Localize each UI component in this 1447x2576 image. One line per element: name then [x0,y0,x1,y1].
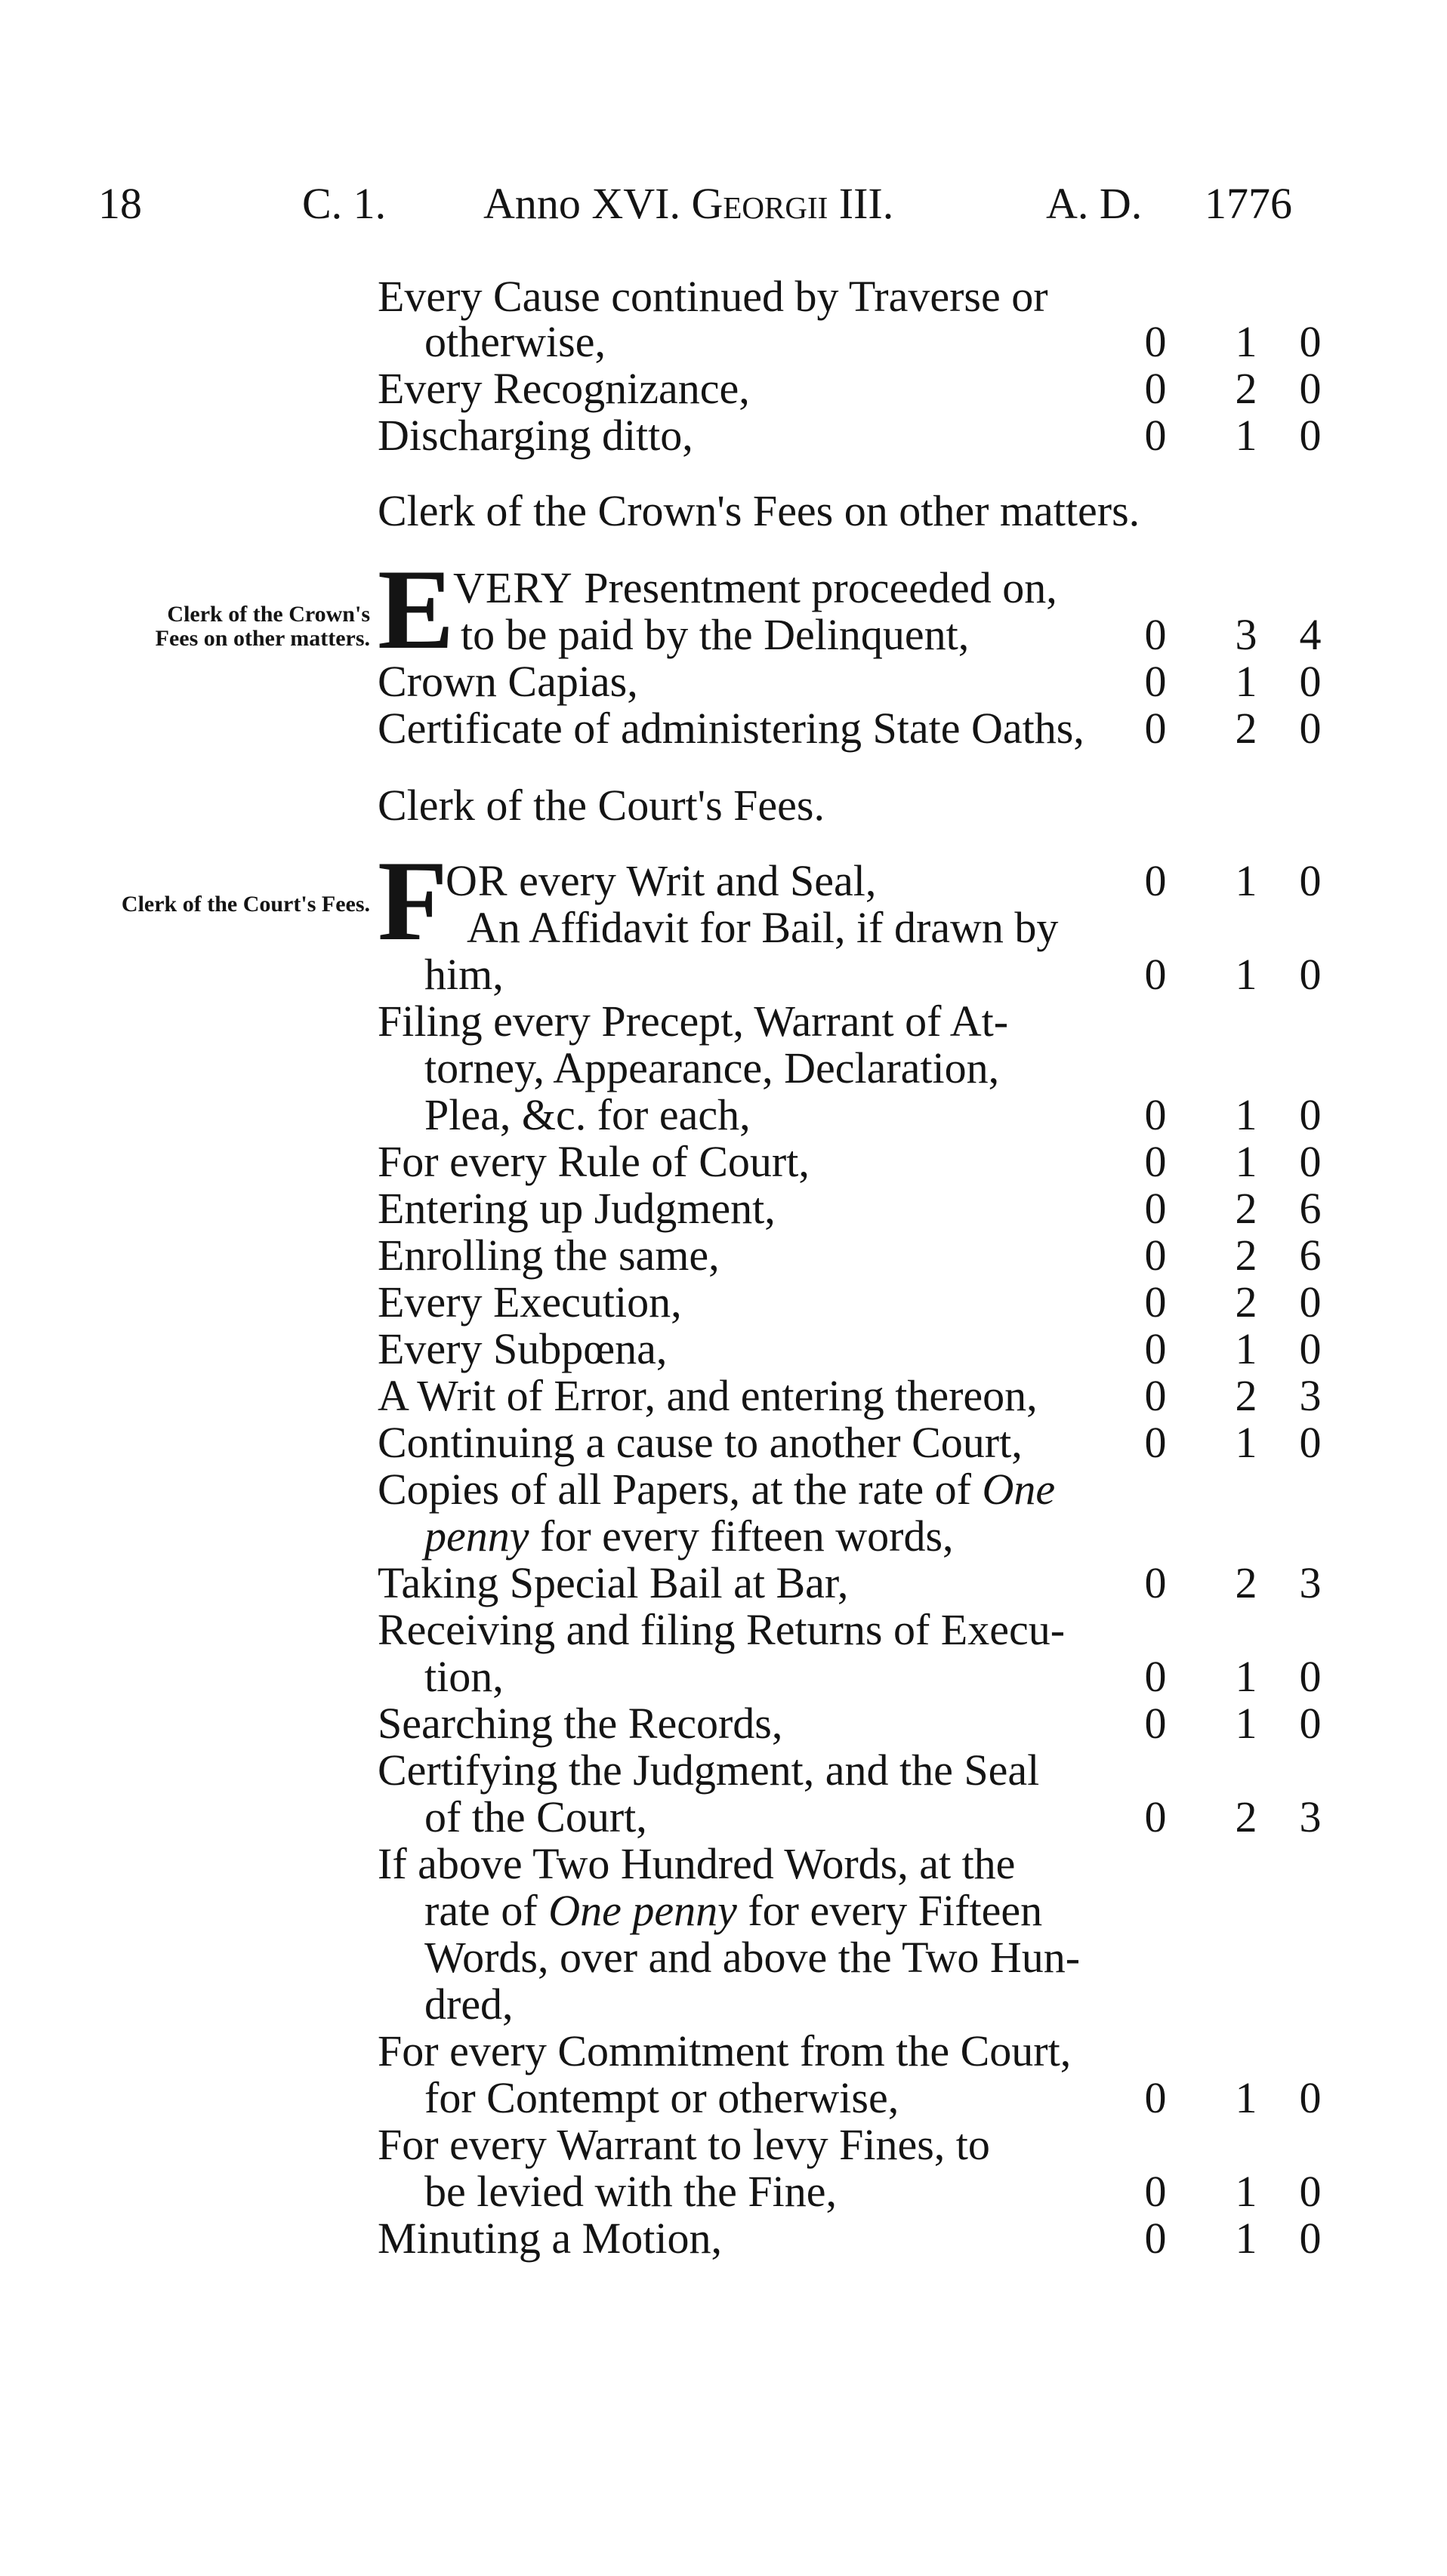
fee-line [378,1794,1329,1841]
fee-shillings: 2 [1235,1558,1257,1607]
fee-line [378,412,1329,459]
fee-pence: 0 [1299,657,1322,706]
fee-label: Words, over and above the Two Hun- [424,1933,1081,1982]
fee-line [378,1373,1329,1419]
fee-line [378,1700,1329,1747]
fee-pence: 0 [1299,704,1322,753]
fee-shillings: 1 [1235,1090,1257,1139]
fee-shillings: 1 [1235,1418,1257,1467]
fee-line [378,2122,1329,2168]
fee-line [378,273,1329,320]
fee-pence: 6 [1299,1184,1322,1233]
fee-label: A Writ of Error, and entering thereon, [378,1371,1038,1420]
fee-pounds: 0 [1144,1324,1167,1373]
fee-pounds: 0 [1144,610,1167,659]
fee-pence: 0 [1299,1699,1322,1748]
fee-pounds: 0 [1144,1277,1167,1327]
fee-pounds: 0 [1144,1558,1167,1607]
fee-pounds: 0 [1144,1184,1167,1233]
fee-pounds: 0 [1144,1090,1167,1139]
fee-label-italic: One penny [548,1886,737,1935]
fee-label: of the Court, [424,1792,647,1841]
fee-pence: 0 [1299,1652,1322,1701]
fee-label: Every Subpœna, [378,1324,668,1373]
fee-shillings: 1 [1235,856,1257,905]
fee-shillings: 1 [1235,411,1257,460]
fee-label: to be paid by the Delinquent, [461,610,970,659]
fee-shillings: 3 [1235,610,1257,659]
fee-line [378,365,1329,412]
first-word: VERY [453,563,573,612]
fee-pence: 0 [1299,1418,1322,1467]
fee-shillings: 2 [1235,1371,1257,1420]
fee-label: For every Commitment from the Court, [378,2026,1072,2075]
fee-label: Filing every Precept, Warrant of At- [378,997,1009,1046]
drop-cap-f: F [378,837,448,964]
fee-pence: 0 [1299,2214,1322,2263]
fee-shillings: 2 [1235,704,1257,753]
margin-note-court-fees: Clerk of the Court's Fees. [121,892,370,917]
fee-pounds: 0 [1144,411,1167,460]
fee-line [378,1841,1329,1887]
fee-pounds: 0 [1144,856,1167,905]
fee-line [378,2075,1329,2122]
fee-label: him, [424,950,504,999]
fee-line [378,1466,1329,1513]
fee-shillings: 1 [1235,1699,1257,1748]
fee-pence: 0 [1299,1090,1322,1139]
title-iii: III. [838,179,894,228]
fee-line [378,1934,1329,1981]
chapter-label: C. 1. [302,179,387,228]
fee-line [378,658,1329,705]
fee-line [378,1560,1329,1607]
section-heading-court-fees: Clerk of the Court's Fees. [378,781,825,830]
fee-line [378,1326,1329,1373]
fee-shillings: 1 [1235,657,1257,706]
fee-label: Every Execution, [378,1277,682,1327]
fee-pence: 4 [1299,610,1322,659]
fee-label: Continuing a cause to another Court, [378,1418,1023,1467]
fee-line [378,2168,1329,2215]
fee-line [378,319,1329,365]
fee-label-rest: Presentment proceeded on, [572,563,1057,612]
fee-label [446,858,876,904]
fee-shillings: 2 [1235,1277,1257,1327]
title-georgii: Georgii [691,179,828,228]
fee-line [378,951,1329,998]
fee-shillings: 2 [1235,1184,1257,1233]
fee-line [378,858,1329,904]
fee-line [378,1139,1329,1185]
fee-line [378,612,1329,658]
fee-label-part: for every fifteen words, [529,1511,954,1561]
fee-label: for Contempt or otherwise, [424,2073,899,2122]
year: 1776 [1205,179,1292,228]
fee-label-part: rate of [424,1886,549,1935]
fee-shillings: 1 [1235,950,1257,999]
fee-pence: 3 [1299,1792,1322,1841]
fee-label: An Affidavit for Bail, if drawn by [467,903,1059,952]
fee-pence: 0 [1299,1324,1322,1373]
fee-shillings: 1 [1235,2167,1257,2216]
fee-pounds: 0 [1144,1371,1167,1420]
fee-label: Certifying the Judgment, and the Seal [378,1746,1040,1795]
fee-label-part: for every Fifteen [736,1886,1043,1935]
fee-pence: 0 [1299,1277,1322,1327]
fee-label [424,1513,954,1560]
fee-label: Entering up Judgment, [378,1184,776,1233]
fee-label: tion, [424,1652,504,1701]
fee-label: If above Two Hundred Words, at the [378,1839,1016,1888]
fee-label [378,1466,1055,1513]
page-number: 18 [98,179,142,228]
fee-label: Crown Capias, [378,657,638,706]
fee-pounds: 0 [1144,950,1167,999]
fee-pounds: 0 [1144,1699,1167,1748]
fee-label-italic: One [982,1465,1056,1514]
fee-label: Minuting a Motion, [378,2214,722,2263]
fee-pence: 0 [1299,364,1322,413]
fee-pounds: 0 [1144,1137,1167,1186]
fee-pence: 3 [1299,1558,1322,1607]
fee-label: dred, [424,1980,514,2029]
fee-label: Enrolling the same, [378,1231,720,1280]
fee-pence: 0 [1299,317,1322,366]
fee-label: Certificate of administering State Oaths, [378,704,1084,753]
fee-pence: 6 [1299,1231,1322,1280]
fee-line [378,705,1329,752]
fee-pence: 0 [1299,2167,1322,2216]
fee-pence: 3 [1299,1371,1322,1420]
fee-pounds: 0 [1144,657,1167,706]
fee-line [378,1279,1329,1326]
fee-pence: 0 [1299,1137,1322,1186]
fee-label-part: Copies of all Papers, at the rate of [378,1465,983,1514]
first-word: OR [446,856,508,905]
drop-cap-e: E [378,546,455,673]
fee-pounds: 0 [1144,1418,1167,1467]
fee-shillings: 1 [1235,2214,1257,2263]
fee-line [378,1887,1329,1934]
fee-shillings: 1 [1235,317,1257,366]
fee-shillings: 1 [1235,1652,1257,1701]
fee-shillings: 1 [1235,1324,1257,1373]
fee-shillings: 2 [1235,364,1257,413]
fee-line [378,904,1329,951]
fee-shillings: 2 [1235,1792,1257,1841]
fee-line [378,998,1329,1045]
fee-label: Plea, &c. for each, [424,1090,751,1139]
fee-line [378,1513,1329,1560]
fee-pounds: 0 [1144,1652,1167,1701]
fee-pence: 0 [1299,411,1322,460]
anno-domini: A. D. [1046,179,1143,228]
fee-pounds: 0 [1144,2073,1167,2122]
fee-label: torney, Appearance, Declaration, [424,1043,1000,1092]
fee-line [378,565,1329,612]
fee-label: Taking Special Bail at Bar, [378,1558,849,1607]
fee-line [378,1981,1329,2028]
fee-label: Every Cause continued by Traverse or [378,272,1048,321]
fee-line [378,1185,1329,1232]
fee-line [378,1232,1329,1279]
fee-label [424,1887,1042,1934]
fee-pence: 0 [1299,2073,1322,2122]
margin-note-crown-fees: Clerk of the Crown's Fees on other matters. [155,602,370,651]
fee-shillings: 1 [1235,1137,1257,1186]
section-heading-crown-fees: Clerk of the Crown's Fees on other matters. [378,486,1140,535]
fee-label: For every Rule of Court, [378,1137,810,1186]
fee-pounds: 0 [1144,1231,1167,1280]
fee-label-rest: every Writ and Seal, [508,856,877,905]
fee-shillings: 2 [1235,1231,1257,1280]
fee-line [378,1747,1329,1794]
fee-label: Searching the Records, [378,1699,783,1748]
fee-line [378,1607,1329,1653]
fee-pounds: 0 [1144,364,1167,413]
fee-pounds: 0 [1144,2214,1167,2263]
running-title [483,174,893,234]
fee-label [453,565,1057,612]
fee-line [378,1045,1329,1092]
fee-pounds: 0 [1144,1792,1167,1841]
fee-label: For every Warrant to levy Fines, to [378,2120,990,2169]
title-anno: Anno XVI. [483,179,680,228]
fee-line [378,1653,1329,1700]
fee-pounds: 0 [1144,704,1167,753]
fee-label: be levied with the Fine, [424,2167,838,2216]
fee-label: Receiving and filing Returns of Execu- [378,1605,1066,1654]
fee-line [378,1419,1329,1466]
fee-label-italic: penny [424,1511,529,1561]
fee-pounds: 0 [1144,2167,1167,2216]
fee-line [378,2028,1329,2075]
fee-label: otherwise, [424,317,606,366]
fee-pence: 0 [1299,950,1322,999]
fee-label: Discharging ditto, [378,411,693,460]
fee-line [378,1092,1329,1139]
fee-shillings: 1 [1235,2073,1257,2122]
fee-pence: 0 [1299,856,1322,905]
fee-pounds: 0 [1144,317,1167,366]
fee-line [378,2215,1329,2262]
fee-label: Every Recognizance, [378,364,750,413]
